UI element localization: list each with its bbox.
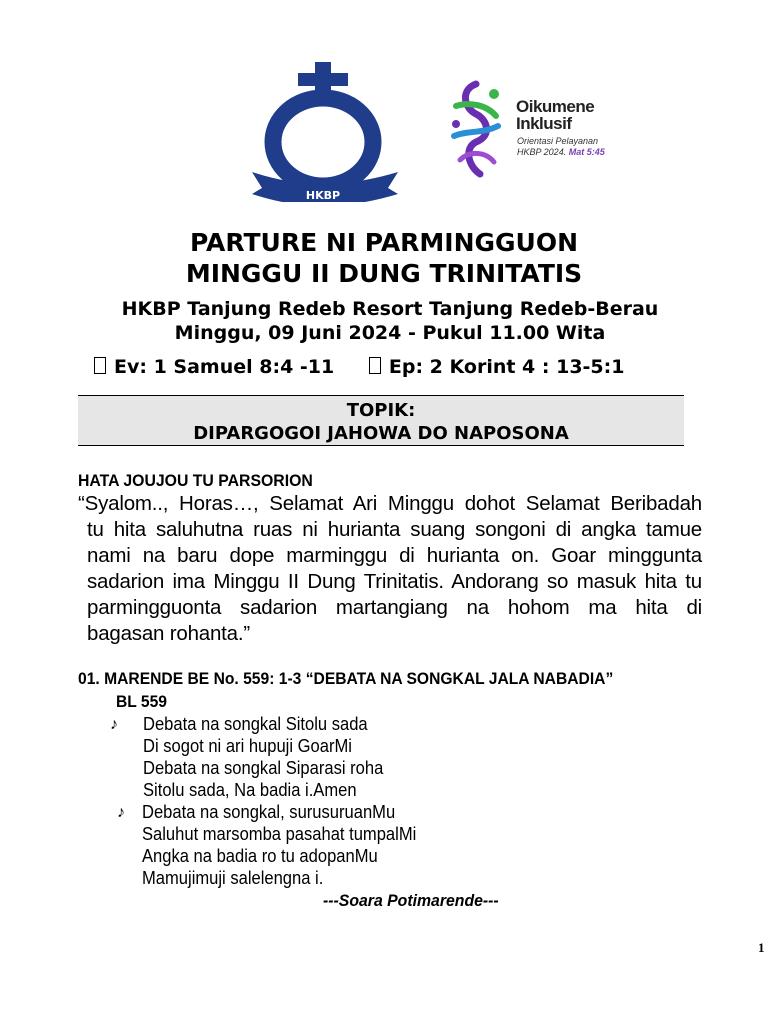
hkbp-logo <box>248 60 403 202</box>
oikumene-year-text: HKBP 2024. <box>517 147 567 157</box>
topic-text: DIPARGOGOI JAHOWA DO NAPOSONA <box>193 423 569 444</box>
verse-line: Saluhut marsomba pasahat tumpalMi <box>142 824 417 844</box>
topic-box <box>78 395 684 446</box>
hata-line: bagasan rohanta.” <box>87 622 251 645</box>
page-title-line-1: PARTURE NI PARMINGGUON <box>189 228 579 257</box>
oikumene-mark-icon <box>446 80 506 178</box>
service-date: Minggu, 09 Juni 2024 - Pukul 11.00 Wita <box>174 322 606 344</box>
music-note-icon: ♪ <box>110 716 118 733</box>
hata-line: sadarion ima Minggu II Dung Trinitatis. Andorang so masuk hita tu <box>87 570 702 593</box>
hata-line: nami na baru dope marminggu di hurianta on. Goar mingguntа <box>87 544 702 567</box>
readings <box>94 356 624 378</box>
verse-line: Debata na songkal Siparasi roha <box>143 758 384 778</box>
verse-line: Debata na songkal Sitolu sada <box>143 714 368 734</box>
section-heading-hata: HATA JOUJOU TU PARSORION <box>78 471 313 490</box>
oikumene-tagline: Orientasi Pelayanan <box>517 136 599 146</box>
epistle-reading <box>94 356 334 378</box>
ev-text: Ev: 1 Samuel 8:4 -11 <box>114 356 335 378</box>
music-note-icon: ♪ <box>117 804 125 821</box>
song-verse-1 <box>143 713 383 801</box>
page-title-line-2: MINGGU II DUNG TRINITATIS <box>185 259 583 288</box>
hkbp-ribbon-text: HKBP <box>305 189 341 202</box>
ep-text: Ep: 2 Korint 4 : 13-5:1 <box>388 356 625 378</box>
verse-line: Debata na songkal, surusuruanMu <box>142 802 396 822</box>
oikumene-title-1: Oikumene <box>516 97 595 116</box>
oikumene-title-2: Inklusif <box>516 114 572 133</box>
hata-line: “Syalom.., Horas…, Selamat Ari Minggu dohot Selamat Beribadah <box>78 492 702 515</box>
gospel-reading <box>369 356 625 378</box>
topic-label: TOPIK: <box>346 400 416 421</box>
verse-line: Sitolu sada, Na badia i.Amen <box>143 780 357 800</box>
logo-area <box>0 60 768 210</box>
verse-line: Di sogot ni ari hupuji GoarMi <box>143 736 352 756</box>
hata-line: tu hita saluhutna ruas ni hurianta suang songoni di angka tamue <box>87 518 702 541</box>
bullet-box-icon <box>369 357 381 374</box>
song-verse-2 <box>142 801 416 889</box>
oikumene-year <box>517 147 605 158</box>
verse-line: Mamujimuji salelengna i. <box>142 868 324 888</box>
oikumene-logo <box>446 80 626 180</box>
song-book-number: BL 559 <box>116 692 168 711</box>
page-number: 1 <box>758 940 765 955</box>
song-heading: 01. MARENDE BE No. 559: 1-3 “DEBATA NA SONGKAL JALA NABADIA” <box>78 669 614 688</box>
hata-paragraph <box>78 491 702 647</box>
oikumene-verse: Mat 5:45 <box>568 147 605 157</box>
song-closing: ---Soara Potimarende--- <box>323 891 499 910</box>
bullet-box-icon <box>94 357 106 374</box>
church-name: HKBP Tanjung Redeb Resort Tanjung Redeb-Berau <box>121 298 659 320</box>
verse-line: Angka na badia ro tu adopanMu <box>142 846 378 866</box>
hata-line: parmingguonta sadarion martangiang na hohom ma hita di <box>87 596 702 619</box>
